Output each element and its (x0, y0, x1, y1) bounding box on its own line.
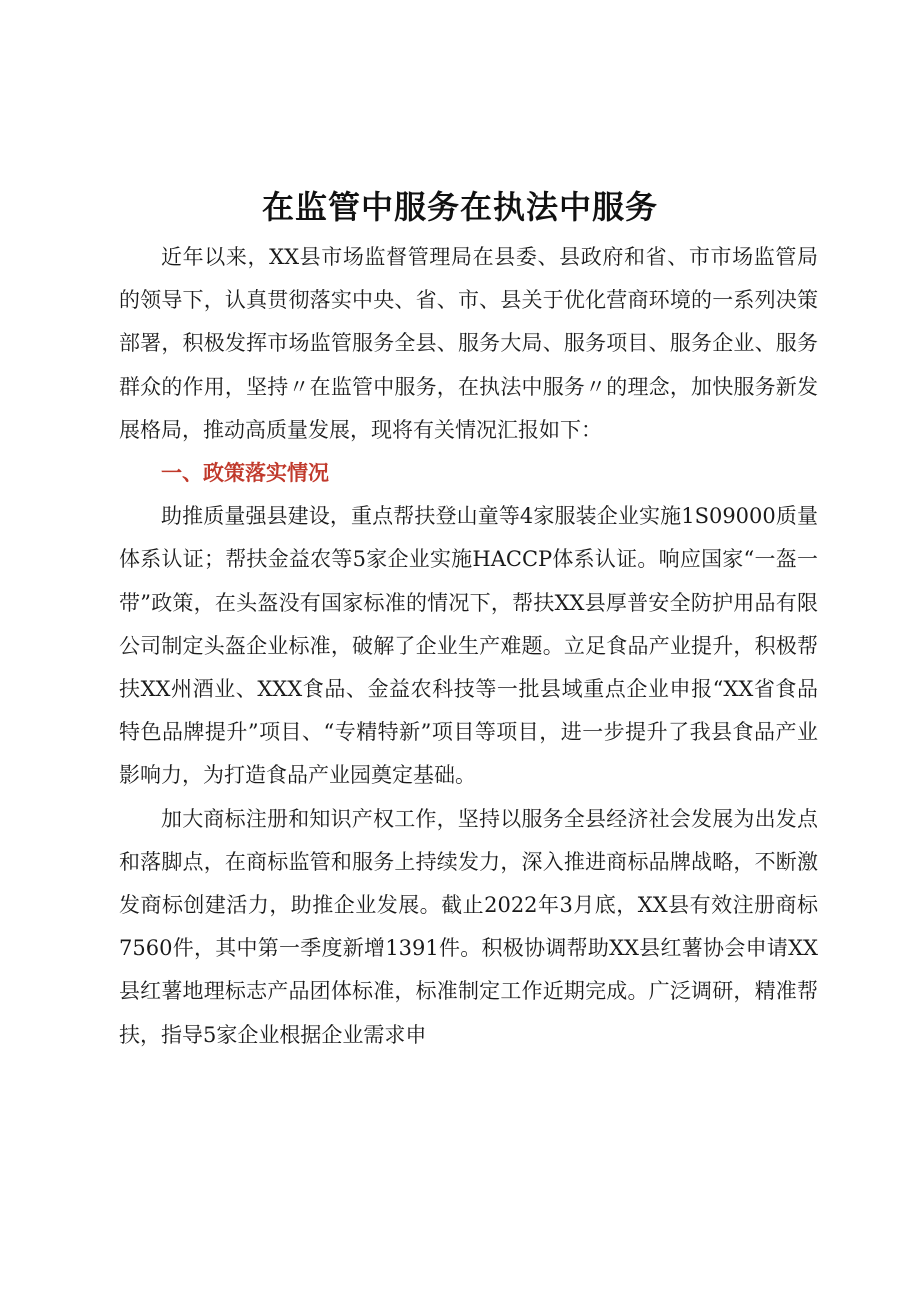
quality-paragraph: 助推质量强县建设，重点帮扶登山童等4家服装企业实施1S09000质量体系认证；帮扶金益农等5家企业实施HACCP体系认证。响应国家“一盔一带”政策，在头盔没有国家标准的情况下，帮扶XX县厚普安全防护用品有限公司制定头盔企业标准，破解了企业生产难题。立足食品产业提升，积极帮扶XX州酒业、XXX食品、金益农科技等一批县域重点企业申报“XX省食品特色品牌提升”项目、“专精特新”项目等项目，进一步提升了我县食品产业影响力，为打造食品产业园奠定基础。 (119, 504, 818, 788)
intro-paragraph: 近年以来，XX县市场监督管理局在县委、县政府和省、市市场监管局的领导下，认真贯彻落实中央、省、市、县关于优化营商环境的一系列决策部署，积极发挥市场监管服务全县、服务大局、服务项目、服务企业、服务群众的作用，坚持〃在监管中服务，在执法中服务〃的理念，加快服务新发展格局，推动高质量发展，现将有关情况汇报如下： (119, 245, 818, 442)
document-title: 在监管中服务在执法中服务 (261, 188, 658, 227)
section-heading-policy: 一、政策落实情况 (161, 461, 329, 486)
trademark-paragraph: 加大商标注册和知识产权工作，坚持以服务全县经济社会发展为出发点和落脚点，在商标监管和服务上持续发力，深入推进商标品牌战略，不断激发商标创建活力，助推企业发展。截止2022年3月底，XX县有效注册商标7560件，其中第一季度新增1391件。积极协调帮助XX县红薯协会申请XX县红薯地理标志产品团体标准，标准制定工作近期完成。广泛调研，精准帮扶，指导5家企业根据企业需求申 (119, 806, 818, 1047)
document-body (119, 236, 818, 1057)
